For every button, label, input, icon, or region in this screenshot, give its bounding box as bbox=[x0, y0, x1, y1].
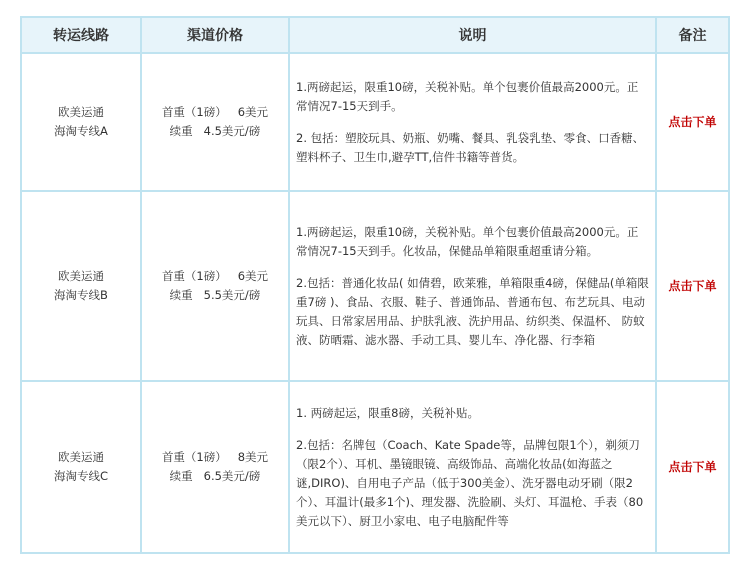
price-cell bbox=[141, 53, 289, 191]
route-code: 海淘专线A bbox=[54, 124, 108, 138]
price-cell bbox=[141, 381, 289, 553]
price-first-weight: 首重（1磅） 8美元 bbox=[161, 450, 269, 464]
route-cell bbox=[21, 53, 141, 191]
description-items: 2.包括：普通化妆品( 如倩碧，欧莱雅，单箱限重4磅，保健品(单箱限重7磅 )、食品、衣服、鞋子、普通饰品、普通布包、布艺玩具、电动玩具、日常家居用品、护肤乳液、洗护用品、纺织类、保温杯、 防蚊液、防晒霜、滤水器、手动工具、婴儿车、净化器、行李箱 bbox=[296, 275, 649, 347]
order-link[interactable]: 点击下单 bbox=[668, 114, 717, 129]
note-cell bbox=[656, 381, 729, 553]
header-description: 说明 bbox=[289, 17, 656, 53]
shipping-routes-table bbox=[20, 16, 730, 554]
shipping-table-container bbox=[20, 16, 728, 552]
description-items: 2.包括：名牌包（Coach、Kate Spade等，品牌包限1个），剃须刀（限2个）、耳机、墨镜眼镜、高级饰品、高端化妆品(如海蓝之谜,DIRO)、自用电子产品（低于300美金）、洗牙器电动牙刷（限2个）、耳温计(最多1个)、理发器、洗脸刷、头灯、耳温枪、手表（80美元以下）、厨卫小家电、电子电脑配件等 bbox=[296, 437, 644, 528]
description-terms: 1. 两磅起运，限重8磅，关税补贴。 bbox=[296, 405, 479, 420]
table-row bbox=[21, 53, 729, 191]
price-first-weight: 首重（1磅） 6美元 bbox=[161, 105, 269, 119]
description-cell bbox=[289, 191, 656, 381]
table-row bbox=[21, 191, 729, 381]
header-price: 渠道价格 bbox=[141, 17, 289, 53]
header-route: 转运线路 bbox=[21, 17, 141, 53]
order-link[interactable]: 点击下单 bbox=[668, 278, 717, 293]
price-continued-weight: 续重 6.5美元/磅 bbox=[169, 469, 261, 483]
order-link[interactable]: 点击下单 bbox=[668, 459, 717, 474]
route-cell bbox=[21, 191, 141, 381]
description-terms: 1.两磅起运，限重10磅，关税补贴。单个包裹价值最高2000元。正常情况7-15天到手。化妆品，保健品单箱限重超重请分箱。 bbox=[296, 224, 639, 258]
route-cell bbox=[21, 381, 141, 553]
table-row bbox=[21, 381, 729, 553]
price-first-weight: 首重（1磅） 6美元 bbox=[161, 269, 269, 283]
description-cell bbox=[289, 53, 656, 191]
route-name: 欧美运通 bbox=[58, 105, 104, 119]
note-cell bbox=[656, 191, 729, 381]
price-cell bbox=[141, 191, 289, 381]
header-note: 备注 bbox=[656, 17, 729, 53]
description-terms: 1.两磅起运，限重10磅，关税补贴。单个包裹价值最高2000元。正常情况7-15天到手。 bbox=[296, 79, 639, 113]
description-items: 2. 包括：塑胶玩具、奶瓶、奶嘴、餐具、乳袋乳垫、零食、口香糖、塑料杯子、卫生巾,避孕TT,信件书籍等普货。 bbox=[296, 130, 645, 164]
route-name: 欧美运通 bbox=[58, 450, 104, 464]
price-continued-weight: 续重 5.5美元/磅 bbox=[169, 288, 261, 302]
route-code: 海淘专线C bbox=[53, 469, 109, 483]
table-header-row bbox=[21, 17, 729, 53]
route-code: 海淘专线B bbox=[54, 288, 108, 302]
description-cell bbox=[289, 381, 656, 553]
price-continued-weight: 续重 4.5美元/磅 bbox=[169, 124, 261, 138]
note-cell bbox=[656, 53, 729, 191]
route-name: 欧美运通 bbox=[58, 269, 104, 283]
